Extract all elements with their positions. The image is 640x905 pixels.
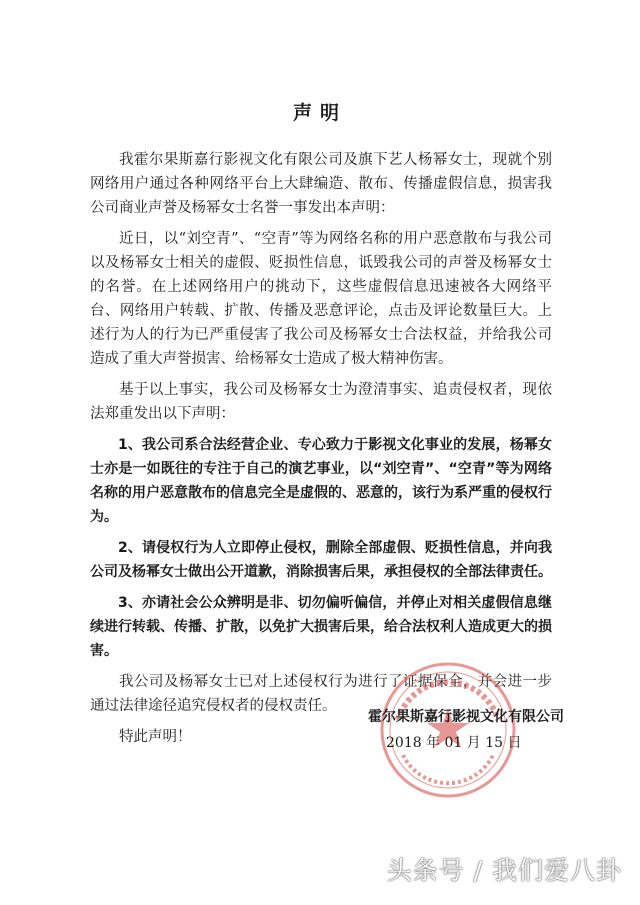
- watermark: 头条号 / 我们爱八卦: [386, 856, 622, 885]
- paragraph-point-3: 3、亦请社会公众辨明是非、切勿偏听偏信，并停止对相关虚假信息继续进行转载、传播、扩散，以免扩大损害后果，给合法权利人造成更大的损害。: [90, 595, 552, 659]
- paragraph-basis: 基于以上事实，我公司及杨幂女士为澄清事实、追责侵权者，现依法郑重发出以下声明：: [90, 382, 552, 422]
- document-title: 声明: [292, 102, 347, 124]
- paragraph-evidence: 我公司及杨幂女士已对上述侵权行为进行了证据保全，并会进一步通过法律途径追究侵权者的侵权责任。: [90, 674, 552, 714]
- paragraph-point-2: 2、请侵权行为人立即停止侵权，删除全部虚假、贬损性信息，并向我公司及杨幂女士做出公开道歉，消除损害后果，承担侵权的全部法律责任。: [90, 540, 552, 580]
- paragraph-closing: 特此声明！: [119, 729, 192, 745]
- paragraph-point-1: 1、我公司系合法经营企业、专心致力于影视文化事业的发展，杨幂女士亦是一如既往的专注于自己的演艺事业，以“刘空青”、“空青”等为网络名称的用户恶意散布的信息完全是虚假的、恶意的，该行为系严重的侵权行为。: [90, 437, 552, 525]
- signature-date: 2018 年 01 月 15 日: [386, 735, 522, 751]
- company-seal-icon: [378, 660, 518, 800]
- signature-company: 霍尔果斯嘉行影视文化有限公司: [368, 709, 564, 725]
- paragraph-intro: 我霍尔果斯嘉行影视文化有限公司及旗下艺人杨幂女士，现就个别网络用户通过各种网络平台上大肆编造、散布、传播虚假信息，损害我公司商业声誉及杨幂女士名誉一事发出本声明：: [90, 152, 552, 216]
- paragraph-facts: 近日，以“刘空青”、“空青”等为网络名称的用户恶意散布与我公司以及杨幂女士相关的虚假、贬损性信息，诋毁我公司的声誉及杨幂女士的名誉。在上述网络用户的挑动下，这些虚假信息迅速被各大网络平台、网络用户转载、扩散、传播及恶意评论，点击及评论数量巨大。上述行为人的行为已严重侵害了我公司及杨幂女士合法权益，并给我公司造成了重大声誉损害、给杨幂女士造成了极大精神伤害。: [90, 231, 552, 367]
